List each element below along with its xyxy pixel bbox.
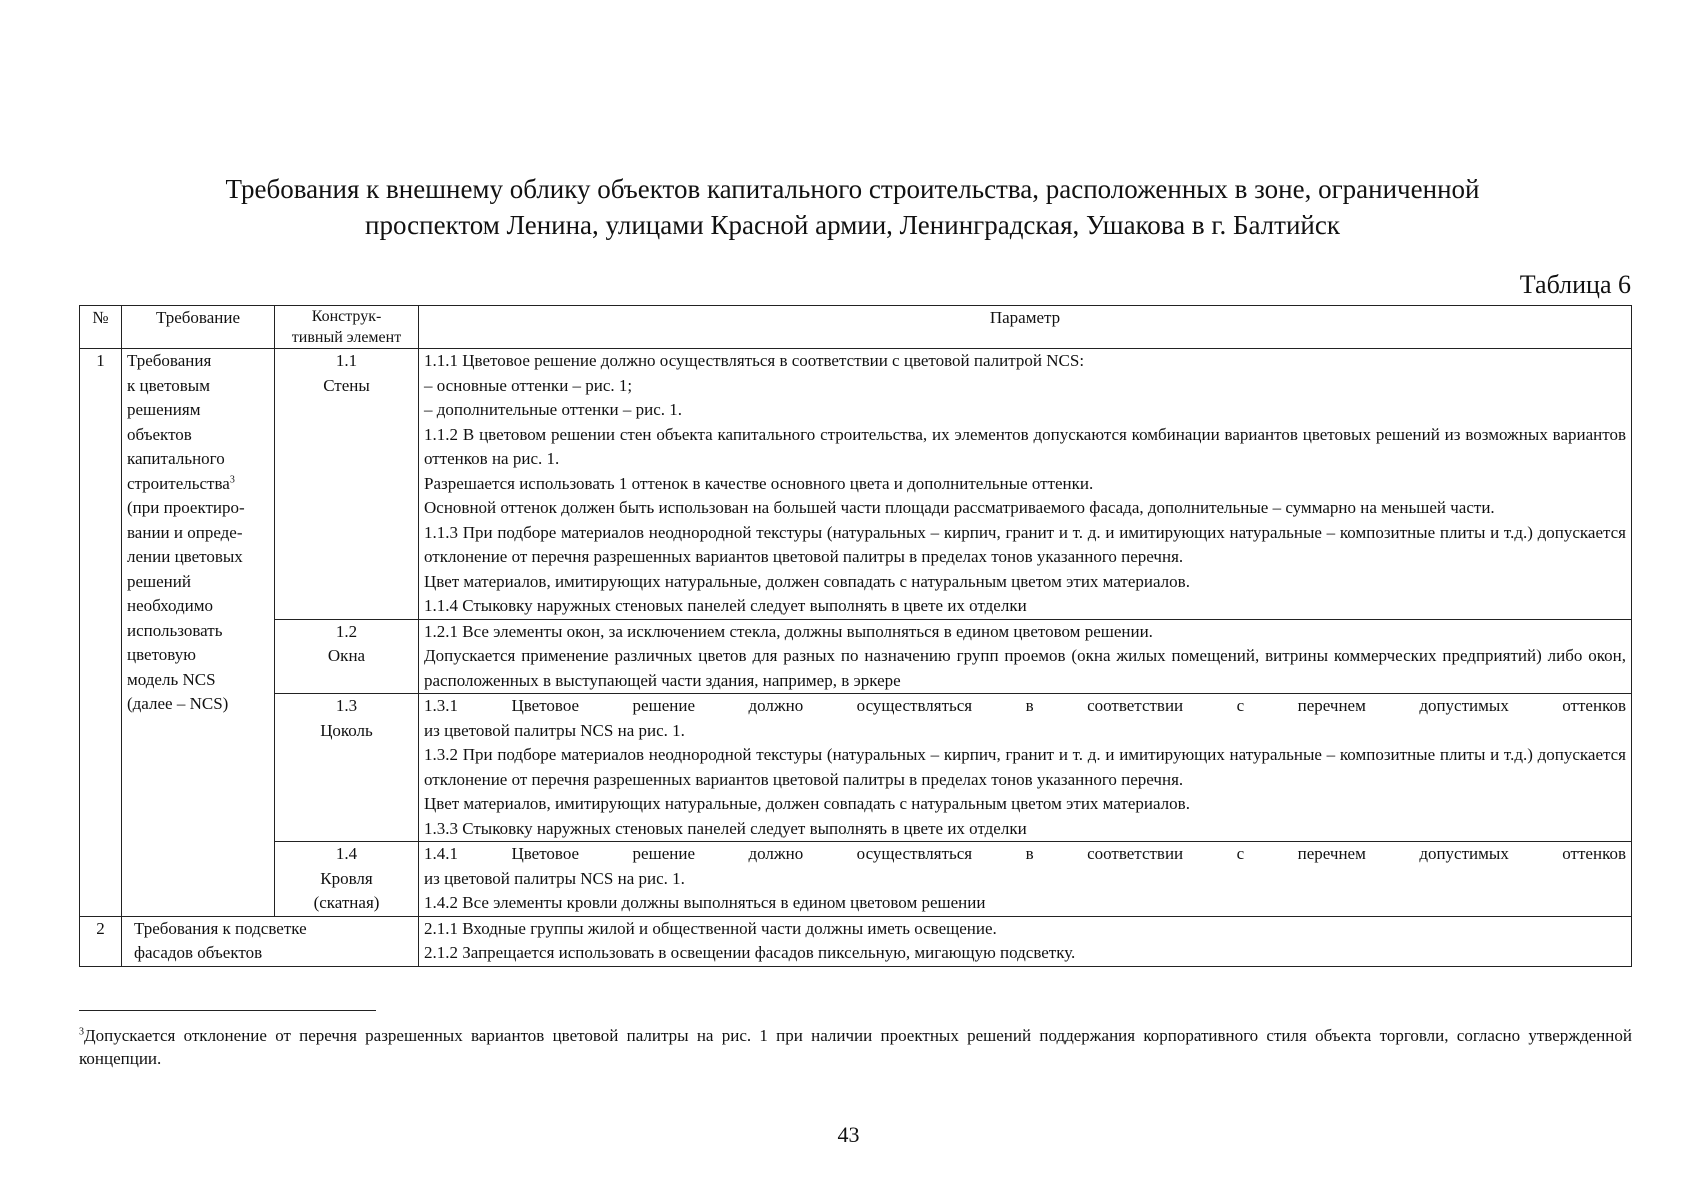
- param-text: Разрешается использовать 1 оттенок в качестве основного цвета и дополнительные оттенки.: [424, 473, 1094, 493]
- element-code: 1.3: [335, 696, 358, 715]
- param-text: 1.4.2 Все элементы кровли должны выполняться в едином цветовом решении: [424, 893, 986, 912]
- element-name-qualifier: (скатная): [313, 893, 380, 912]
- req-line: к цветовым: [127, 375, 210, 395]
- title-line-1: Требования к внешнему облику объектов капитального строительства, расположенных в зоне, ограниченной: [225, 174, 1480, 204]
- table-row: [80, 349, 1632, 620]
- params-walls: [419, 349, 1632, 620]
- param-text: 1.4.1 Цветовое решение должно осуществляться в соответствии с перечнем допустимых оттенков: [424, 844, 1626, 863]
- req-line: объектов: [127, 424, 192, 444]
- req-line: необходимо: [127, 596, 214, 615]
- req-line: цветовую: [127, 645, 196, 664]
- footnote-text: Допускается отклонение от перечня разрешенных вариантов цветовой палитры на рис. 1 при наличии проектных решений поддержания корпоративного стиля объекта торговли, согласно утвержденной концепции.: [79, 1026, 1632, 1068]
- table-label: Таблица 6: [1519, 270, 1631, 299]
- footnote: [79, 1024, 1632, 1070]
- table-row: [80, 842, 1632, 917]
- header-element: [275, 306, 419, 349]
- row2-num: 2: [80, 916, 122, 966]
- req-line: (далее – NCS): [127, 694, 229, 713]
- element-code: 1.1: [335, 351, 358, 370]
- req-line: вании и опреде-: [127, 522, 243, 542]
- req-line: решениям: [127, 400, 201, 419]
- document-title: [80, 171, 1625, 243]
- param-text: Цвет материалов, имитирующих натуральные, должен совпадать с натуральным цветом этих материалов.: [424, 794, 1190, 813]
- param-text: Основной оттенок должен быть использован на большей части площади рассматриваемого фасада, дополнительные – суммарно на меньшей части.: [424, 498, 1495, 517]
- req-line: модель NCS: [127, 669, 216, 689]
- req-line: фасадов объектов: [134, 943, 263, 962]
- row1-requirement: [122, 349, 275, 917]
- param-text: 2.1.2 Запрещается использовать в освещении фасадов пиксельную, мигающую подсветку.: [424, 943, 1076, 962]
- param-text: – дополнительные оттенки – рис. 1.: [424, 400, 683, 419]
- footnote-reference: 3: [229, 473, 235, 485]
- element-windows: [275, 619, 419, 694]
- header-num: №: [80, 306, 122, 349]
- param-text: 1.3.1 Цветовое решение должно осуществляться в соответствии с перечнем допустимых оттенков: [424, 696, 1626, 715]
- param-text: 1.1.1 Цветовое решение должно осуществляться в соответствии с цветовой палитрой NCS:: [424, 351, 1085, 370]
- element-walls: [275, 349, 419, 620]
- req-line-with-footnote: [127, 472, 269, 497]
- table-row: [80, 916, 1632, 966]
- element-code: 1.2: [335, 621, 358, 641]
- element-name: Окна: [327, 646, 366, 665]
- param-text: Цвет материалов, имитирующих натуральные, должен совпадать с натуральным цветом этих материалов.: [424, 571, 1190, 591]
- element-name: Кровля: [320, 868, 373, 888]
- header-element-line1: Конструк-: [311, 308, 382, 325]
- req-line: использовать: [127, 620, 223, 640]
- param-text: из цветовой палитры NCS на рис. 1.: [424, 868, 685, 888]
- req-line: (при проектиро-: [127, 498, 245, 517]
- req-line: лении цветовых: [127, 547, 243, 566]
- header-parameter: Параметр: [419, 306, 1632, 349]
- param-text: 1.3.3 Стыковку наружных стеновых панелей следует выполнять в цвете их отделки: [424, 818, 1027, 838]
- req-line: Требования: [127, 351, 212, 370]
- param-text: 1.3.2 При подборе материалов неоднородной текстуры (натуральных – кирпич, гранит и т. д. и имитирующих натуральные – композитные плиты и т.д.) допускается отклонение от перечня разрешенных вариантов цветовой палитры в пределах тонов указанного перечня.: [424, 745, 1626, 789]
- element-code: 1.4: [335, 844, 358, 863]
- row1-num: 1: [80, 349, 122, 917]
- param-text: 1.2.1 Все элементы окон, за исключением стекла, должны выполняться в едином цветовом решении.: [424, 621, 1153, 641]
- param-text: 1.1.2 В цветовом решении стен объекта капитального строительства, их элементов допускаются комбинации вариантов цветовых решений из возможных вариантов оттенков на рис. 1.: [424, 424, 1626, 468]
- header-requirement: Требование: [122, 306, 275, 349]
- table-row: [80, 694, 1632, 842]
- param-text: 1.1.3 При подборе материалов неоднородной текстуры (натуральных – кирпич, гранит и т. д. и имитирующих натуральные – композитные плиты и т.д.) допускается отклонение от перечня разрешенных вариантов цветовой палитры в пределах тонов указанного перечня.: [424, 522, 1626, 566]
- param-text: из цветовой палитры NCS на рис. 1.: [424, 720, 685, 740]
- table-row: [80, 619, 1632, 694]
- header-element-line2: тивный элемент: [291, 329, 402, 346]
- params-windows: [419, 619, 1632, 694]
- element-name: Стены: [323, 375, 370, 395]
- footnote-divider: [79, 1010, 376, 1011]
- param-text: 2.1.1 Входные группы жилой и общественной части должны иметь освещение.: [424, 918, 997, 938]
- req-line: решений: [127, 571, 191, 591]
- params-plinth: [419, 694, 1632, 842]
- element-name: Цоколь: [320, 720, 373, 740]
- requirements-table: [79, 305, 1632, 967]
- req-line: строительства: [127, 473, 230, 493]
- param-text: Допускается применение различных цветов для разных по назначению групп проемов (окна жилых помещений, витрины коммерческих предприятий) либо окон, расположенных в выступающей части здания, например, в эркере: [424, 646, 1626, 690]
- element-plinth: [275, 694, 419, 842]
- table-header-row: [80, 306, 1632, 349]
- footnote-mark: 3: [79, 1026, 84, 1038]
- element-roof: [275, 842, 419, 917]
- row2-requirement: [122, 916, 419, 966]
- param-text: 1.1.4 Стыковку наружных стеновых панелей следует выполнять в цвете их отделки: [424, 596, 1027, 615]
- params-lighting: [419, 916, 1632, 966]
- page-number: 43: [837, 1122, 860, 1147]
- title-line-2: проспектом Ленина, улицами Красной армии, Ленинградская, Ушакова в г. Балтийск: [365, 210, 1340, 240]
- req-line: Требования к подсветке: [134, 918, 307, 938]
- param-text: – основные оттенки – рис. 1;: [424, 375, 633, 395]
- req-line: капитального: [127, 449, 225, 468]
- params-roof: [419, 842, 1632, 917]
